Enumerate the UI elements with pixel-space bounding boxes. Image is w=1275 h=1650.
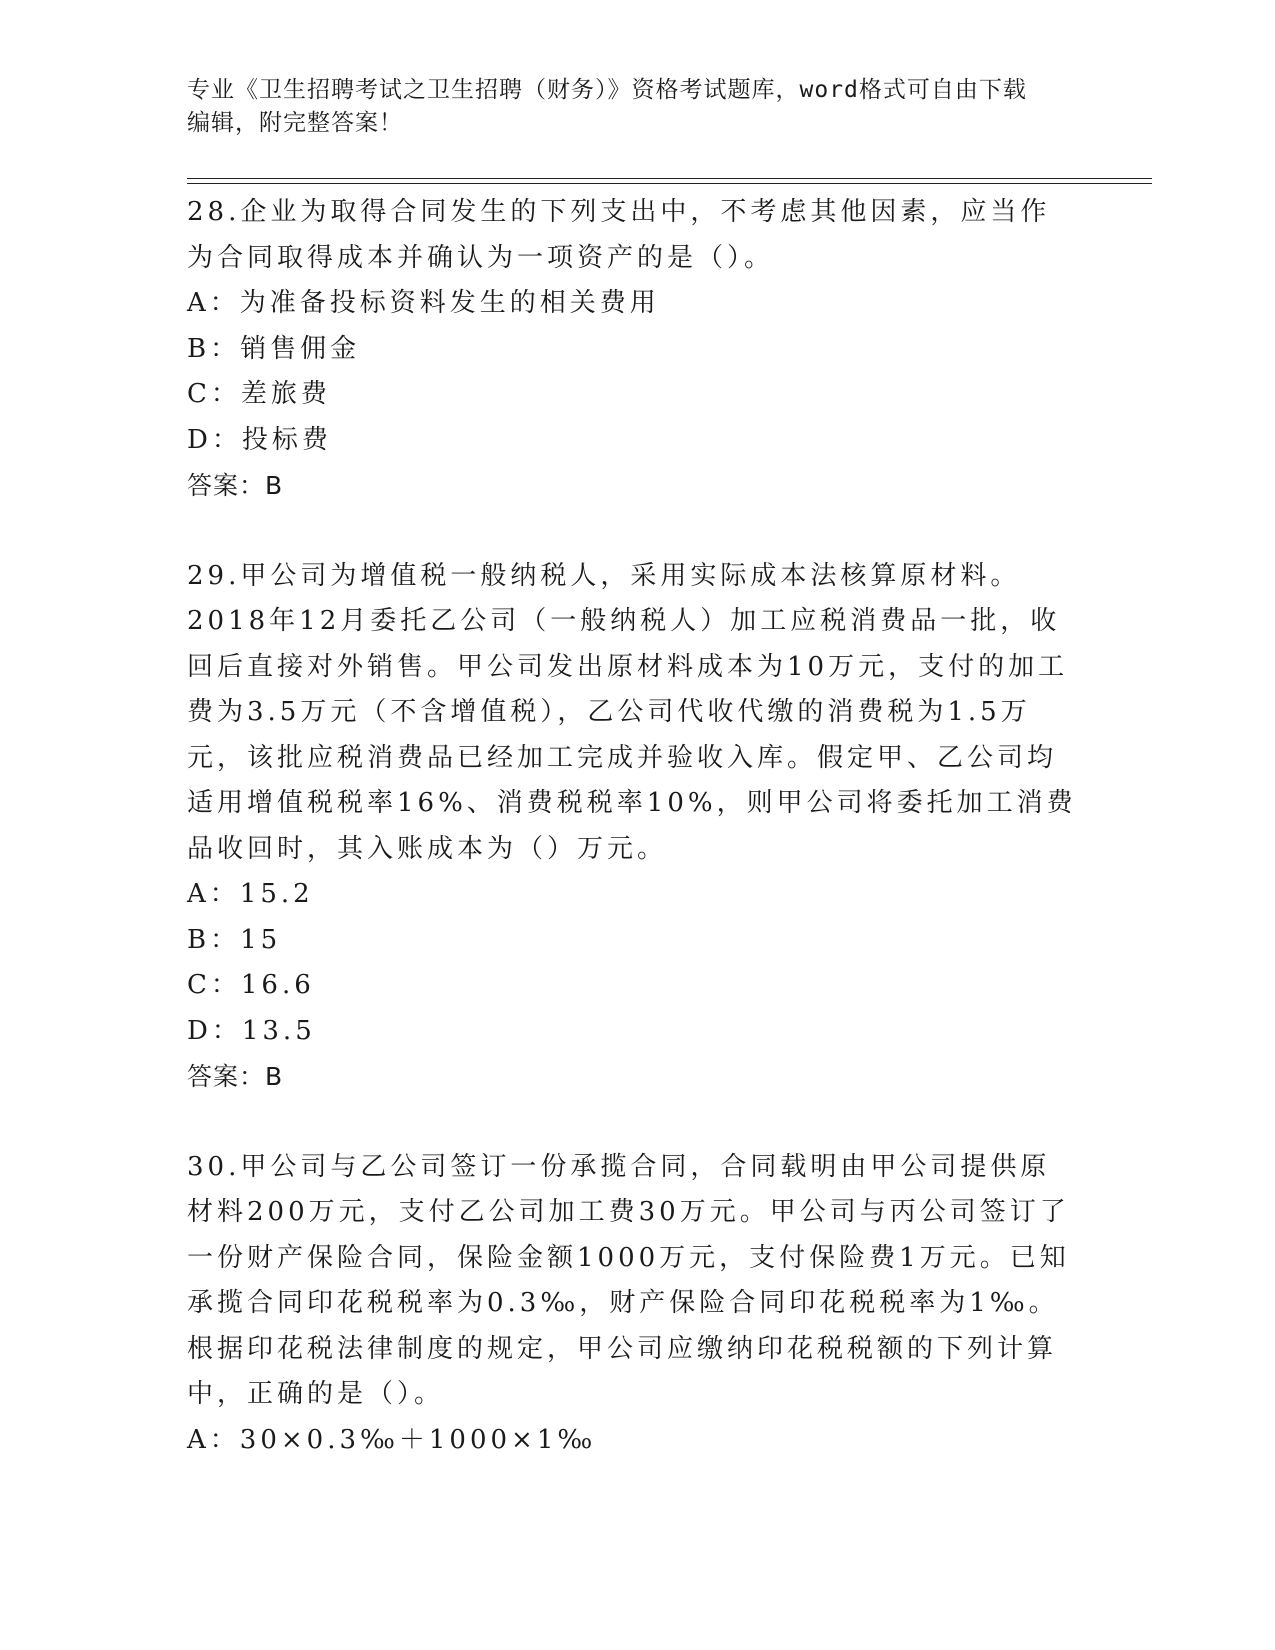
option-b: B：销售佣金 [187, 333, 361, 364]
question-stem: 30.甲公司与乙公司签订一份承揽合同，合同载明由甲公司提供原材料200万元，支付乙公司加工费30万元。甲公司与丙公司签订了一份财产保险合同，保险金额1000万元，支付保险费1万元。已知承揽合同印花税税率为0.3‰，财产保险合同印花税税率为1‰。根据印花税法律制度的规定，甲公司应缴纳印花税税额的下列计算中，正确的是（）。 [187, 1151, 1070, 1409]
option-d: D：13.5 [187, 1015, 316, 1046]
option-a: A：15.2 [187, 879, 314, 909]
document-header [187, 74, 1077, 140]
header-divider-top [187, 178, 1152, 179]
option-c: C：16.6 [187, 970, 315, 1000]
option-d: D：投标费 [187, 424, 332, 455]
question-28 [187, 190, 1077, 509]
option-b: B：15 [187, 924, 282, 955]
question-list [187, 190, 1077, 1463]
question-30 [187, 1145, 1077, 1464]
header-line-2: 编辑，附完整答案！ [187, 110, 403, 136]
question-29 [187, 554, 1077, 1100]
option-a: A：为准备投标资料发生的相关费用 [187, 288, 660, 318]
option-a: A：30×0.3‰＋1000×1‰ [187, 1424, 597, 1455]
header-line-1: 专业《卫生招聘考试之卫生招聘（财务）》资格考试题库，word格式可自由下载 [187, 77, 1027, 103]
option-c: C：差旅费 [187, 379, 331, 409]
question-stem: 28.企业为取得合同发生的下列支出中，不考虑其他因素，应当作为合同取得成本并确认为一项资产的是（）。 [187, 197, 1051, 273]
header-divider-bottom [187, 183, 1152, 184]
answer-line: 答案：B [187, 471, 284, 500]
question-stem: 29.甲公司为增值税一般纳税人，采用实际成本法核算原材料。2018年12月委托乙公司（一般纳税人）加工应税消费品一批，收回后直接对外销售。甲公司发出原材料成本为10万元，支付的加工费为3.5万元（不含增值税），乙公司代收代缴的消费税为1.5万元，该批应税消费品已经加工完成并验收入库。假定甲、乙公司均适用增值税税率16%、消费税税率10%，则甲公司将委托加工消费品收回时，其入账成本为（）万元。 [187, 560, 1077, 864]
answer-line: 答案：B [187, 1062, 284, 1091]
